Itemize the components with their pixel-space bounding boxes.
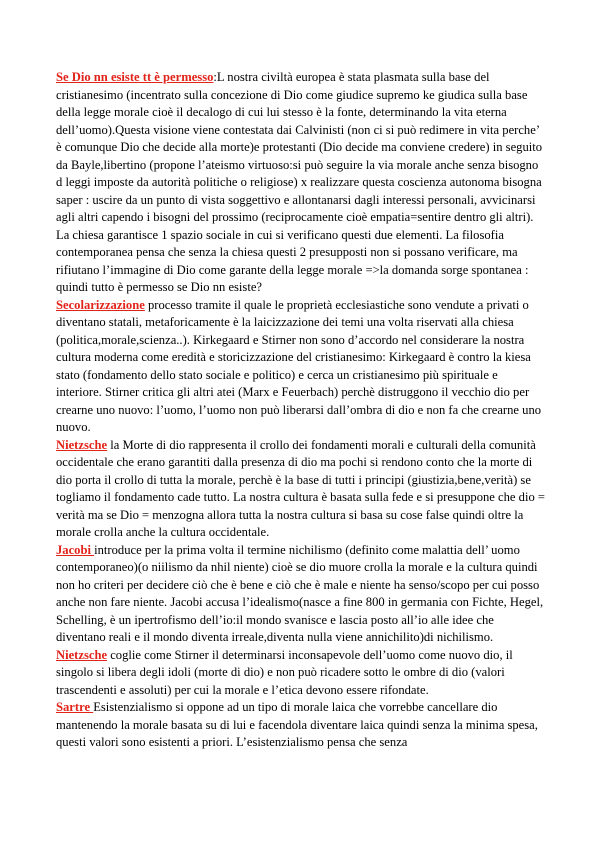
keyword-nietzsche: Nietzsche xyxy=(56,647,108,662)
paragraph-secolarizzazione xyxy=(56,297,546,437)
keyword-secolarizzazione: Secolarizzazione xyxy=(56,297,145,312)
document-body xyxy=(56,69,546,752)
paragraph-jacobi xyxy=(56,542,546,647)
paragraph-text: processo tramite il quale le proprietà ecclesiastiche sono vendute a privati o diventano statali, metaforicamente è la laicizzazione dei temi una volta riservati alla chiesa (politica,morale,scienza..). Kirkegaard e Stirner non sono d’accordo nel considerare la nostra cultura moderna come eredità e storicizzazione del cristianesimo: Kirkegaard è contro la kiesa stato (fondamento dello stato sociale e politico) e cerca un cristianesimo più spirituale e interiore. Stirner critica gli altri atei (Marx e Feuerbach) perchè distruggono il vecchio dio per crearne uno nuovo: l’uomo, l’uomo non può liberarsi dall’ombra di dio e non fa che crearne uno nuovo. xyxy=(56,297,542,434)
keyword-sartre: Sartre xyxy=(56,700,94,714)
paragraph-sartre xyxy=(56,699,546,752)
paragraph-nietzsche-morte-di-dio xyxy=(56,437,546,542)
keyword-nietzsche: Nietzsche xyxy=(56,437,108,452)
keyword-jacobi: Jacobi xyxy=(56,542,95,557)
paragraph-text: introduce per la prima volta il termine nichilismo (definito come malattia dell’ uomo contemporaneo)(o niilismo da nhil niente) cioè se dio muore crolla la morale e la cultura quindi non ho criteri per decidere ciò che è bene e ciò che è male e niente ha senso/scopo per cui posso anche non fare niente. Jacobi accusa l’idealismo(nasce a fine 800 in germania con Fichte, Hegel, Schelling, è un ipertrofismo dell’io:il mondo svanisce e lascia posto all’io alle idee che diventano reali e il mondo diventa irreale,diventa nulla viene annichilito)di nichilismo. xyxy=(56,542,544,644)
paragraph-text: :L nostra civiltà europea è stata plasmata sulla base del cristianesimo (incentrato sulla concezione di Dio come giudice supremo ke giudica sulla base della legge morale cioè il decalogo di cui lui stesso è la fonte, determinando la vita eterna dell’uomo).Questa visione viene contestata dai Calvinisti (non ci si può redimere in vita perche’ è comunque Dio che decide alla morte)e protestanti (Dio decide ma conviene credere) in seguito da Bayle,libertino (propone l’ateismo virtuoso:si può seguire la via morale anche senza bisogno d leggi imposte da autorità politiche o religiose) x realizzare questa coscienza autonoma bisogna saper : uscire da un punto di vista soggettivo e allontanarsi dagli interessi personali, avvicinarsi agli altri capendo i bisogni del prossimo (reciprocamente cioè empatia=sentire dentro gli altri). La chiesa garantisce 1 spazio sociale in cui si verificano questi due elementi. La filosofia contemporanea pensa che senza la chiesa questi 2 presupposti non si possano verificare, ma rifiutano l’immagine di Dio come garante della legge morale =>la domanda sorge spontanea : quindi tutto è permesso se Dio nn esiste? xyxy=(56,70,543,294)
paragraph-text: la Morte di dio rappresenta il crollo dei fondamenti morali e culturali della comunità occidentale che erano garantiti dalla presenza di dio ma pochi si rendono conto che la morte di dio porta il crollo di tutta la morale, perchè è la base di tutti i principi (giustizia,bene,verità) se togliamo il fondamento cade tutto. La nostra cultura è basata sulla fede e si presuppone che dio = verità ma se Dio = menzogna allora tutta la nostra cultura si basa su cose false quindi oltre la morale crolla anche la cultura occidentale. xyxy=(56,437,546,539)
paragraph-nietzsche-nuovo-dio xyxy=(56,647,546,700)
paragraph-text: coglie come Stirner il determinarsi inconsapevole dell’uomo come nuovo dio, il singolo si libera degli idoli (morte di dio) e non può ricadere sotto le ombre di dio (valori trascendenti e assoluti) per cui la morale e l’etica devono essere rifondate. xyxy=(56,647,513,697)
keyword-se-dio: Se Dio nn esiste tt è permesso xyxy=(56,70,214,84)
paragraph-se-dio xyxy=(56,69,546,297)
paragraph-text: Esistenzialismo si oppone ad un tipo di morale laica che vorrebbe cancellare dio mantenendo la morale basata su di lui e facendola diventare laica quindi senza la minima spesa, questi valori sono esistenti a priori. L’esistenzialismo pensa che senza xyxy=(56,700,538,749)
